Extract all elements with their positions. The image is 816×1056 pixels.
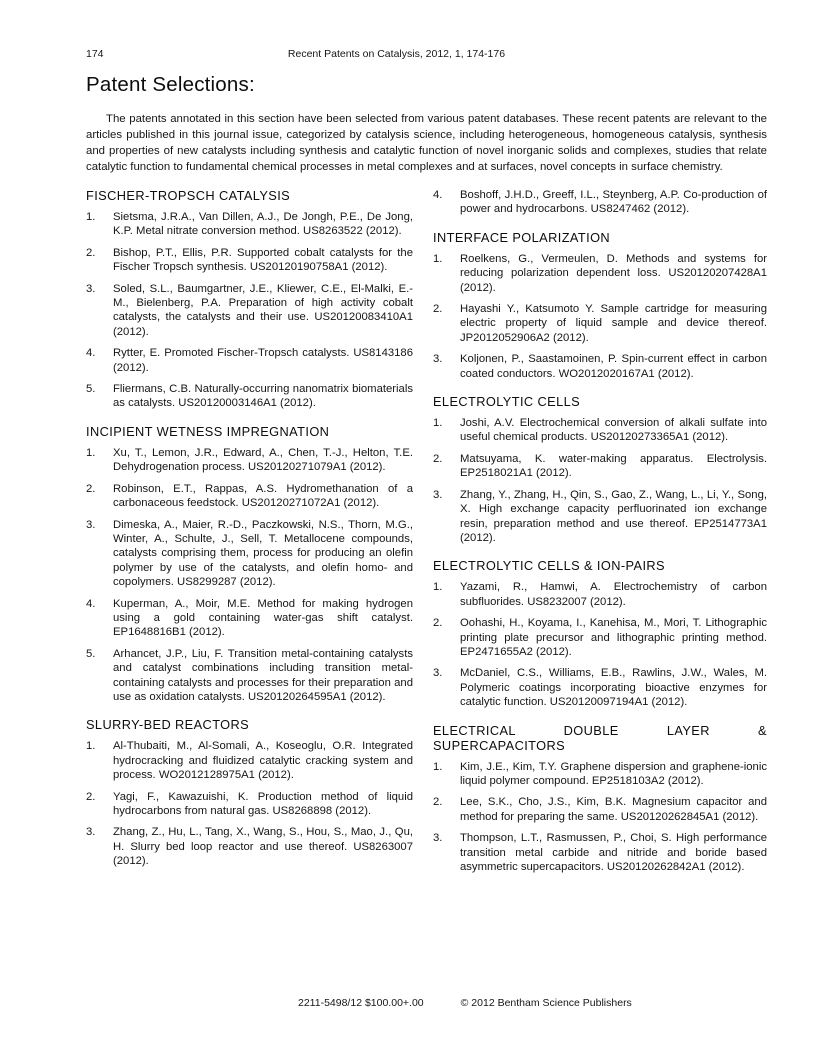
patent-list-item [86,346,413,375]
patent-list-item [86,825,413,868]
patent-list [433,760,767,875]
section-heading: ELECTROLYTIC CELLS & ION-PAIRS [433,558,665,574]
patent-list-item [433,352,767,381]
item-number: 1. [86,211,96,223]
item-number: 3. [86,282,96,295]
patent-section [433,558,767,709]
patent-list-item [86,482,413,511]
patent-citation: Xu, T., Lemon, J.R., Edward, A., Chen, T.-J., Helton, T.E. Dehydrogenation process. US20120271079A1 (2012). [113,446,413,474]
item-number: 3. [433,353,443,366]
patent-citation: Arhancet, J.P., Liu, F. Transition metal-containing catalysts and catalyst combinations including transition metal-containing catalysts and processes for their preparation and use as oxidation catalysts. US20120264595A1 (2012). [113,647,413,703]
patent-list-item [86,518,413,590]
section-heading: FISCHER-TROPSCH CATALYSIS [86,188,291,203]
patent-list-item [433,831,767,874]
page-footer [298,997,632,1009]
item-number: 4. [86,597,96,610]
patent-section [86,188,413,411]
patent-citation: Bishop, P.T., Ellis, P.R. Supported cobalt catalysts for the Fischer Tropsch synthesis. US20120190758A1 (2012). [113,246,413,274]
item-number: 1. [433,252,443,265]
item-number: 3. [433,488,443,501]
patent-citation: Koljonen, P., Saastamoinen, P. Spin-current effect in carbon coated conductors. WO2012020167A1 (2012). [460,353,767,380]
patent-list-item [86,210,413,239]
item-number: 2. [433,796,443,809]
journal-reference: Recent Patents on Catalysis, 2012, 1, 174-176 [287,48,506,60]
patent-citation: Boshoff, J.H.D., Greeff, I.L., Steynberg, A.P. Co-production of power and hydrocarbons. US8247462 (2012). [460,189,767,216]
item-number: 3. [86,518,96,531]
patent-citation: Matsuyama, K. water-making apparatus. Electrolysis. EP2518021A1 (2012). [460,452,767,480]
patent-list-item [86,597,413,640]
patent-citation: Dimeska, A., Maier, R.-D., Paczkowski, N.S., Thorn, M.G., Winter, A., Schulte, J., Sell, T. Metallocene compounds, catalysts comprising them, process for producing an olefin polymer by use of the catalysts, and olefin homo- and copolymers. US8299287 (2012). [113,518,413,589]
patent-citation: Robinson, E.T., Rappas, A.S. Hydromethanation of a carbonaceous feedstock. US20120271072A1 (2012). [113,482,413,510]
item-number: 1. [433,760,443,773]
patent-citation: Sietsma, J.R.A., Van Dillen, A.J., De Jongh, P.E., De Jong, K.P. Metal nitrate conversion method. US8263522 (2012). [113,211,413,238]
item-number: 2. [86,246,96,259]
running-header [86,48,767,61]
patent-citation: Kim, J.E., Kim, T.Y. Graphene dispersion and graphene-ionic liquid polymer compound. EP2518103A2 (2012). [460,760,767,787]
issn-price: 2211-5498/12 $100.00+.00 [298,997,424,1009]
patent-citation: Roelkens, G., Vermeulen, D. Methods and systems for reducing polarization dependent loss. US20120207428A1 (2012). [460,252,767,294]
patent-columns [86,188,767,881]
patent-list [86,210,413,411]
item-number: 1. [433,581,443,594]
section-heading: ELECTROLYTIC CELLS [433,394,581,410]
patent-citation: Al-Thubaiti, M., Al-Somali, A., Koseoglu, O.R. Integrated hydrocracking and fluidized catalytic cracking system and process. WO2012128975A1 (2012). [113,740,413,782]
intro-paragraph: The patents annotated in this section have been selected from various patent databases. These recent patents are relevant to the articles published in this journal issue, categorized by catalysis science, including heterogeneous, homogeneous catalysis, synthesis and properties of new catalysts including synthesis and catalytic function of novel inorganic solids and complexes, studies that relate catalytic function to fundamental chemical processes in metal complexes and at surfaces, novel concepts in surface chemistry. [86,113,767,173]
patent-list-item [86,282,413,340]
patent-citation: Yagi, F., Kawazuishi, K. Production method of liquid hydrocarbons from natural gas. US8268898 (2012). [113,790,413,817]
patent-list-item [86,246,413,275]
patent-list-item [433,760,767,789]
item-number: 5. [86,383,96,396]
item-number: 2. [433,617,443,630]
item-number: 1. [433,417,443,430]
patent-citation: Thompson, L.T., Rasmussen, P., Choi, S. High performance transition metal carbide and nitride and boride based asymmetric supercapacitors. US20120262842A1 (2012). [460,832,767,873]
patent-list-item [433,666,767,709]
patent-citation: Zhang, Z., Hu, L., Tang, X., Wang, S., Hou, S., Mao, J., Qu, H. Slurry bed loop reactor and use thereof. US8263007 (2012). [113,826,413,868]
patent-list [86,739,413,868]
patent-list-item [433,580,767,609]
item-number: 3. [433,667,443,680]
item-number: 4. [86,347,96,360]
patent-list [433,188,767,217]
patent-citation: Joshi, A.V. Electrochemical conversion of alkali sulfate into useful chemical products. US20120273365A1 (2012). [460,417,767,444]
item-number: 5. [86,647,96,660]
patent-list [433,580,767,709]
patent-list-item [433,795,767,824]
patent-list-item [433,488,767,546]
patent-section [433,188,767,217]
patent-list-item [86,446,413,475]
patent-list-item [433,616,767,659]
section-heading: ELECTRICAL DOUBLE LAYER & SUPERCAPACITORS [433,722,767,753]
page-number: 174 [86,48,104,60]
patent-section [86,717,413,868]
patent-section [86,424,413,705]
patent-citation: McDaniel, C.S., Williams, E.B., Rawlins, J.W., Wales, M. Polymeric coatings incorporating bioactive enzymes for catalytic function. US20120097194A1 (2012). [460,667,767,709]
item-number: 2. [433,303,443,316]
patent-list-item [433,452,767,481]
patent-section [433,723,767,875]
patent-citation: Zhang, Y., Zhang, H., Qin, S., Gao, Z., Wang, L., Li, Y., Song, X. High exchange capacity perfluorinated ion exchange resin, preparation method and use thereof. EP2514773A1 (2012). [460,488,767,544]
item-number: 3. [433,832,443,845]
item-number: 4. [433,189,443,201]
section-heading: INCIPIENT WETNESS IMPREGNATION [86,423,330,439]
page-title: Patent Selections: [86,73,255,96]
patent-citation: Soled, S.L., Baumgartner, J.E., Kliewer, C.E., El-Malki, E.-M., Bielenberg, P.A. Preparation of high activity cobalt catalysts, the catalysts and their use. US20120083410A1 (2012). [113,282,413,338]
left-column [86,188,413,881]
item-number: 2. [86,790,96,803]
patent-section [433,230,767,381]
patent-list-item [433,188,767,217]
page-content [86,48,767,881]
item-number: 1. [86,740,96,753]
patent-list [433,252,767,381]
item-number: 2. [86,482,96,495]
patent-citation: Rytter, E. Promoted Fischer-Tropsch catalysts. US8143186 (2012). [113,347,413,374]
patent-citation: Kuperman, A., Moir, M.E. Method for making hydrogen using a gold containing water-gas shift catalyst. EP1648816B1 (2012). [113,597,413,639]
patent-citation: Fliermans, C.B. Naturally-occurring nanomatrix biomaterials as catalysts. US20120003146A1 (2012). [113,383,413,410]
patent-list [433,416,767,545]
patent-list [86,446,413,705]
patent-list-item [86,739,413,782]
patent-list-item [433,252,767,295]
patent-citation: Yazami, R., Hamwi, A. Electrochemistry of carbon subfluorides. US8232007 (2012). [460,581,767,608]
section-heading: SLURRY-BED REACTORS [86,717,250,733]
right-column [433,188,767,881]
item-number: 1. [86,446,96,459]
patent-list-item [433,302,767,345]
patent-list-item [86,382,413,411]
patent-list-item [433,416,767,445]
patent-citation: Oohashi, H., Koyama, I., Kanehisa, M., Mori, T. Lithographic printing plate precursor and lithographic printing method. EP2471655A2 (2012). [460,617,767,658]
patent-citation: Hayashi Y., Katsumoto Y. Sample cartridge for measuring electric property of liquid sample and device thereof. JP2012052906A2 (2012). [460,303,767,344]
item-number: 3. [86,826,96,839]
patent-section [433,394,767,545]
item-number: 2. [433,452,443,465]
patent-citation: Lee, S.K., Cho, J.S., Kim, B.K. Magnesium capacitor and method for preparing the same. US20120262845A1 (2012). [460,796,767,823]
patent-list-item [86,790,413,819]
copyright-notice: © 2012 Bentham Science Publishers [460,997,632,1009]
section-heading: INTERFACE POLARIZATION [433,229,611,245]
patent-list-item [86,647,413,705]
